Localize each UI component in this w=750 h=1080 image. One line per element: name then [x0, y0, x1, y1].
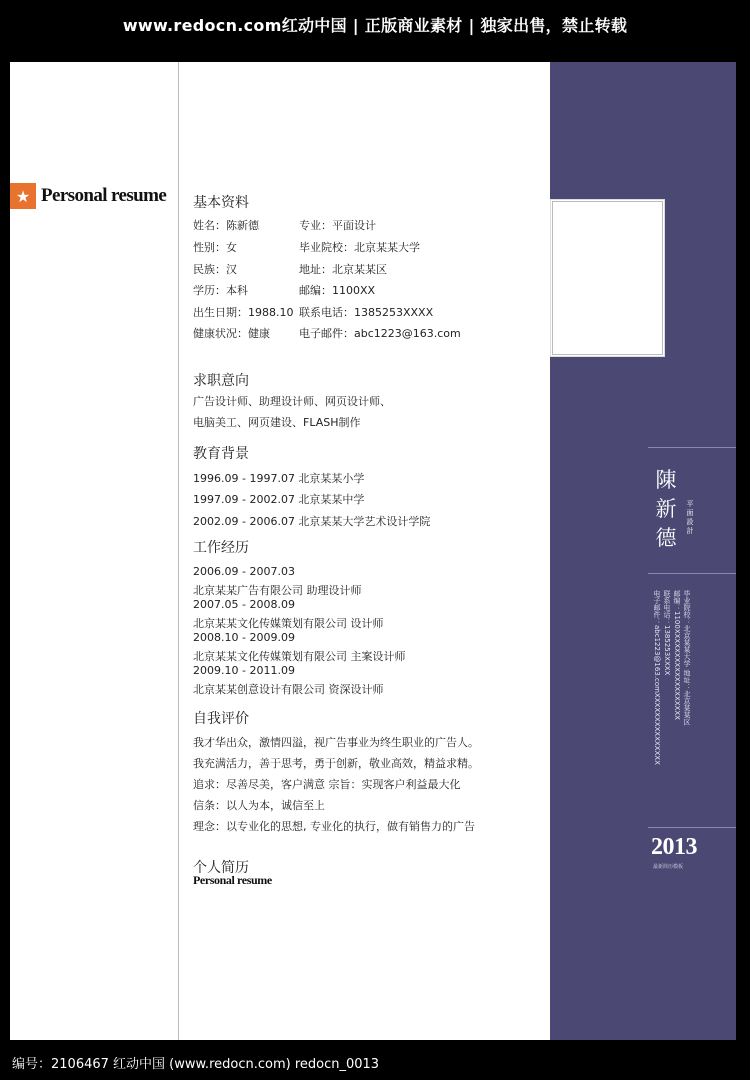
side-subtitle-char: 設 [686, 518, 694, 526]
resume-footer-subtitle: Personal resume [193, 873, 272, 887]
basic-birth: 出生日期：1988.10 [193, 306, 294, 319]
side-name-char: 德 [655, 526, 677, 550]
side-divider [648, 447, 736, 448]
side-info-line: 邮编：1100XXXXXXXXXXXXXXXXXXX [673, 590, 681, 720]
photo-placeholder [550, 199, 665, 357]
column-divider [178, 62, 179, 1040]
side-divider [648, 573, 736, 574]
section-title-self: 自我评价 [193, 711, 249, 727]
side-name-char: 陳 [655, 468, 677, 492]
side-subtitle-char: 面 [686, 509, 694, 517]
education-line: 1997.09 - 2002.07 北京某某中学 [193, 493, 365, 506]
side-year-sub: 最新简历模板 [653, 864, 684, 870]
watermark-footer: 编号：2106467 红动中国 (www.redocn.com) redocn_0013 [12, 1057, 380, 1072]
education-line: 2002.09 - 2006.07 北京某某大学艺术设计学院 [193, 515, 431, 528]
basic-degree: 学历：本科 [193, 284, 248, 297]
basic-email: 电子邮件：abc1223@163.com [299, 327, 461, 340]
self-line: 我充满活力，善于思考，勇于创新，敬业高效，精益求精。 [193, 757, 479, 770]
watermark-banner: www.redocn.com红动中国 | 正版商业素材 | 独家出售，禁止转载 [122, 16, 628, 35]
basic-ethnicity: 民族：汉 [193, 263, 237, 276]
basic-gender: 性别：女 [193, 241, 237, 254]
side-subtitle [686, 500, 694, 536]
section-title-intent: 求职意向 [193, 373, 249, 389]
section-title-education: 教育背景 [193, 446, 249, 462]
intent-line: 电脑美工、网页建设、FLASH制作 [193, 416, 361, 429]
basic-health: 健康状况：健康 [193, 327, 270, 340]
section-title-basic: 基本资料 [193, 195, 249, 211]
basic-name: 姓名：陈新德 [193, 219, 259, 232]
work-line: 北京某某创意设计有限公司 资深设计师 [193, 683, 384, 696]
basic-school: 毕业院校：北京某某大学 [299, 241, 420, 254]
side-info-line: 电子邮件：abc1223@163.comXXXXXXXXXXXXXXX [653, 590, 661, 765]
work-line: 2009.10 - 2011.09 [193, 664, 295, 677]
side-year: 2013 [651, 834, 697, 860]
work-line: 北京某某文化传媒策划有限公司 主案设计师 [193, 650, 406, 663]
side-info-line: 联系电话：1385253XXXX [663, 590, 671, 676]
resume-footer-title: 个人简历 [193, 860, 249, 876]
work-line: 2008.10 - 2009.09 [193, 631, 295, 644]
side-divider [648, 827, 736, 828]
work-line: 2007.05 - 2008.09 [193, 598, 295, 611]
resume-tag-text: Personal resume [41, 185, 167, 206]
star-icon: ★ [10, 183, 36, 209]
side-info-line: 毕业院校：北京某某大学 地址：北京某某区 [683, 590, 691, 726]
basic-address: 地址：北京某某区 [299, 263, 387, 276]
section-title-work: 工作经历 [193, 540, 249, 556]
intent-line: 广告设计师、助理设计师、网页设计师、 [193, 395, 391, 408]
education-line: 1996.09 - 1997.07 北京某某小学 [193, 472, 365, 485]
side-subtitle-char: 計 [686, 527, 694, 535]
basic-phone: 联系电话：1385253XXXX [299, 306, 434, 319]
self-line: 理念：以专业化的思想, 专业化的执行，做有销售力的广告 [193, 820, 475, 833]
side-name [653, 466, 679, 553]
self-line: 追求：尽善尽美，客户满意 宗旨：实现客户利益最大化 [193, 778, 461, 791]
side-subtitle-char: 平 [686, 500, 694, 508]
basic-postcode: 邮编：1100XX [299, 284, 376, 297]
basic-major: 专业：平面设计 [299, 219, 376, 232]
self-line: 我才华出众，激情四溢，视广告事业为终生职业的广告人。 [193, 736, 479, 749]
work-line: 北京某某广告有限公司 助理设计师 [193, 584, 362, 597]
side-name-char: 新 [655, 497, 677, 521]
work-line: 北京某某文化传媒策划有限公司 设计师 [193, 617, 384, 630]
work-line: 2006.09 - 2007.03 [193, 565, 295, 578]
self-line: 信条：以人为本，诚信至上 [193, 799, 325, 812]
resume-tag [10, 183, 166, 209]
